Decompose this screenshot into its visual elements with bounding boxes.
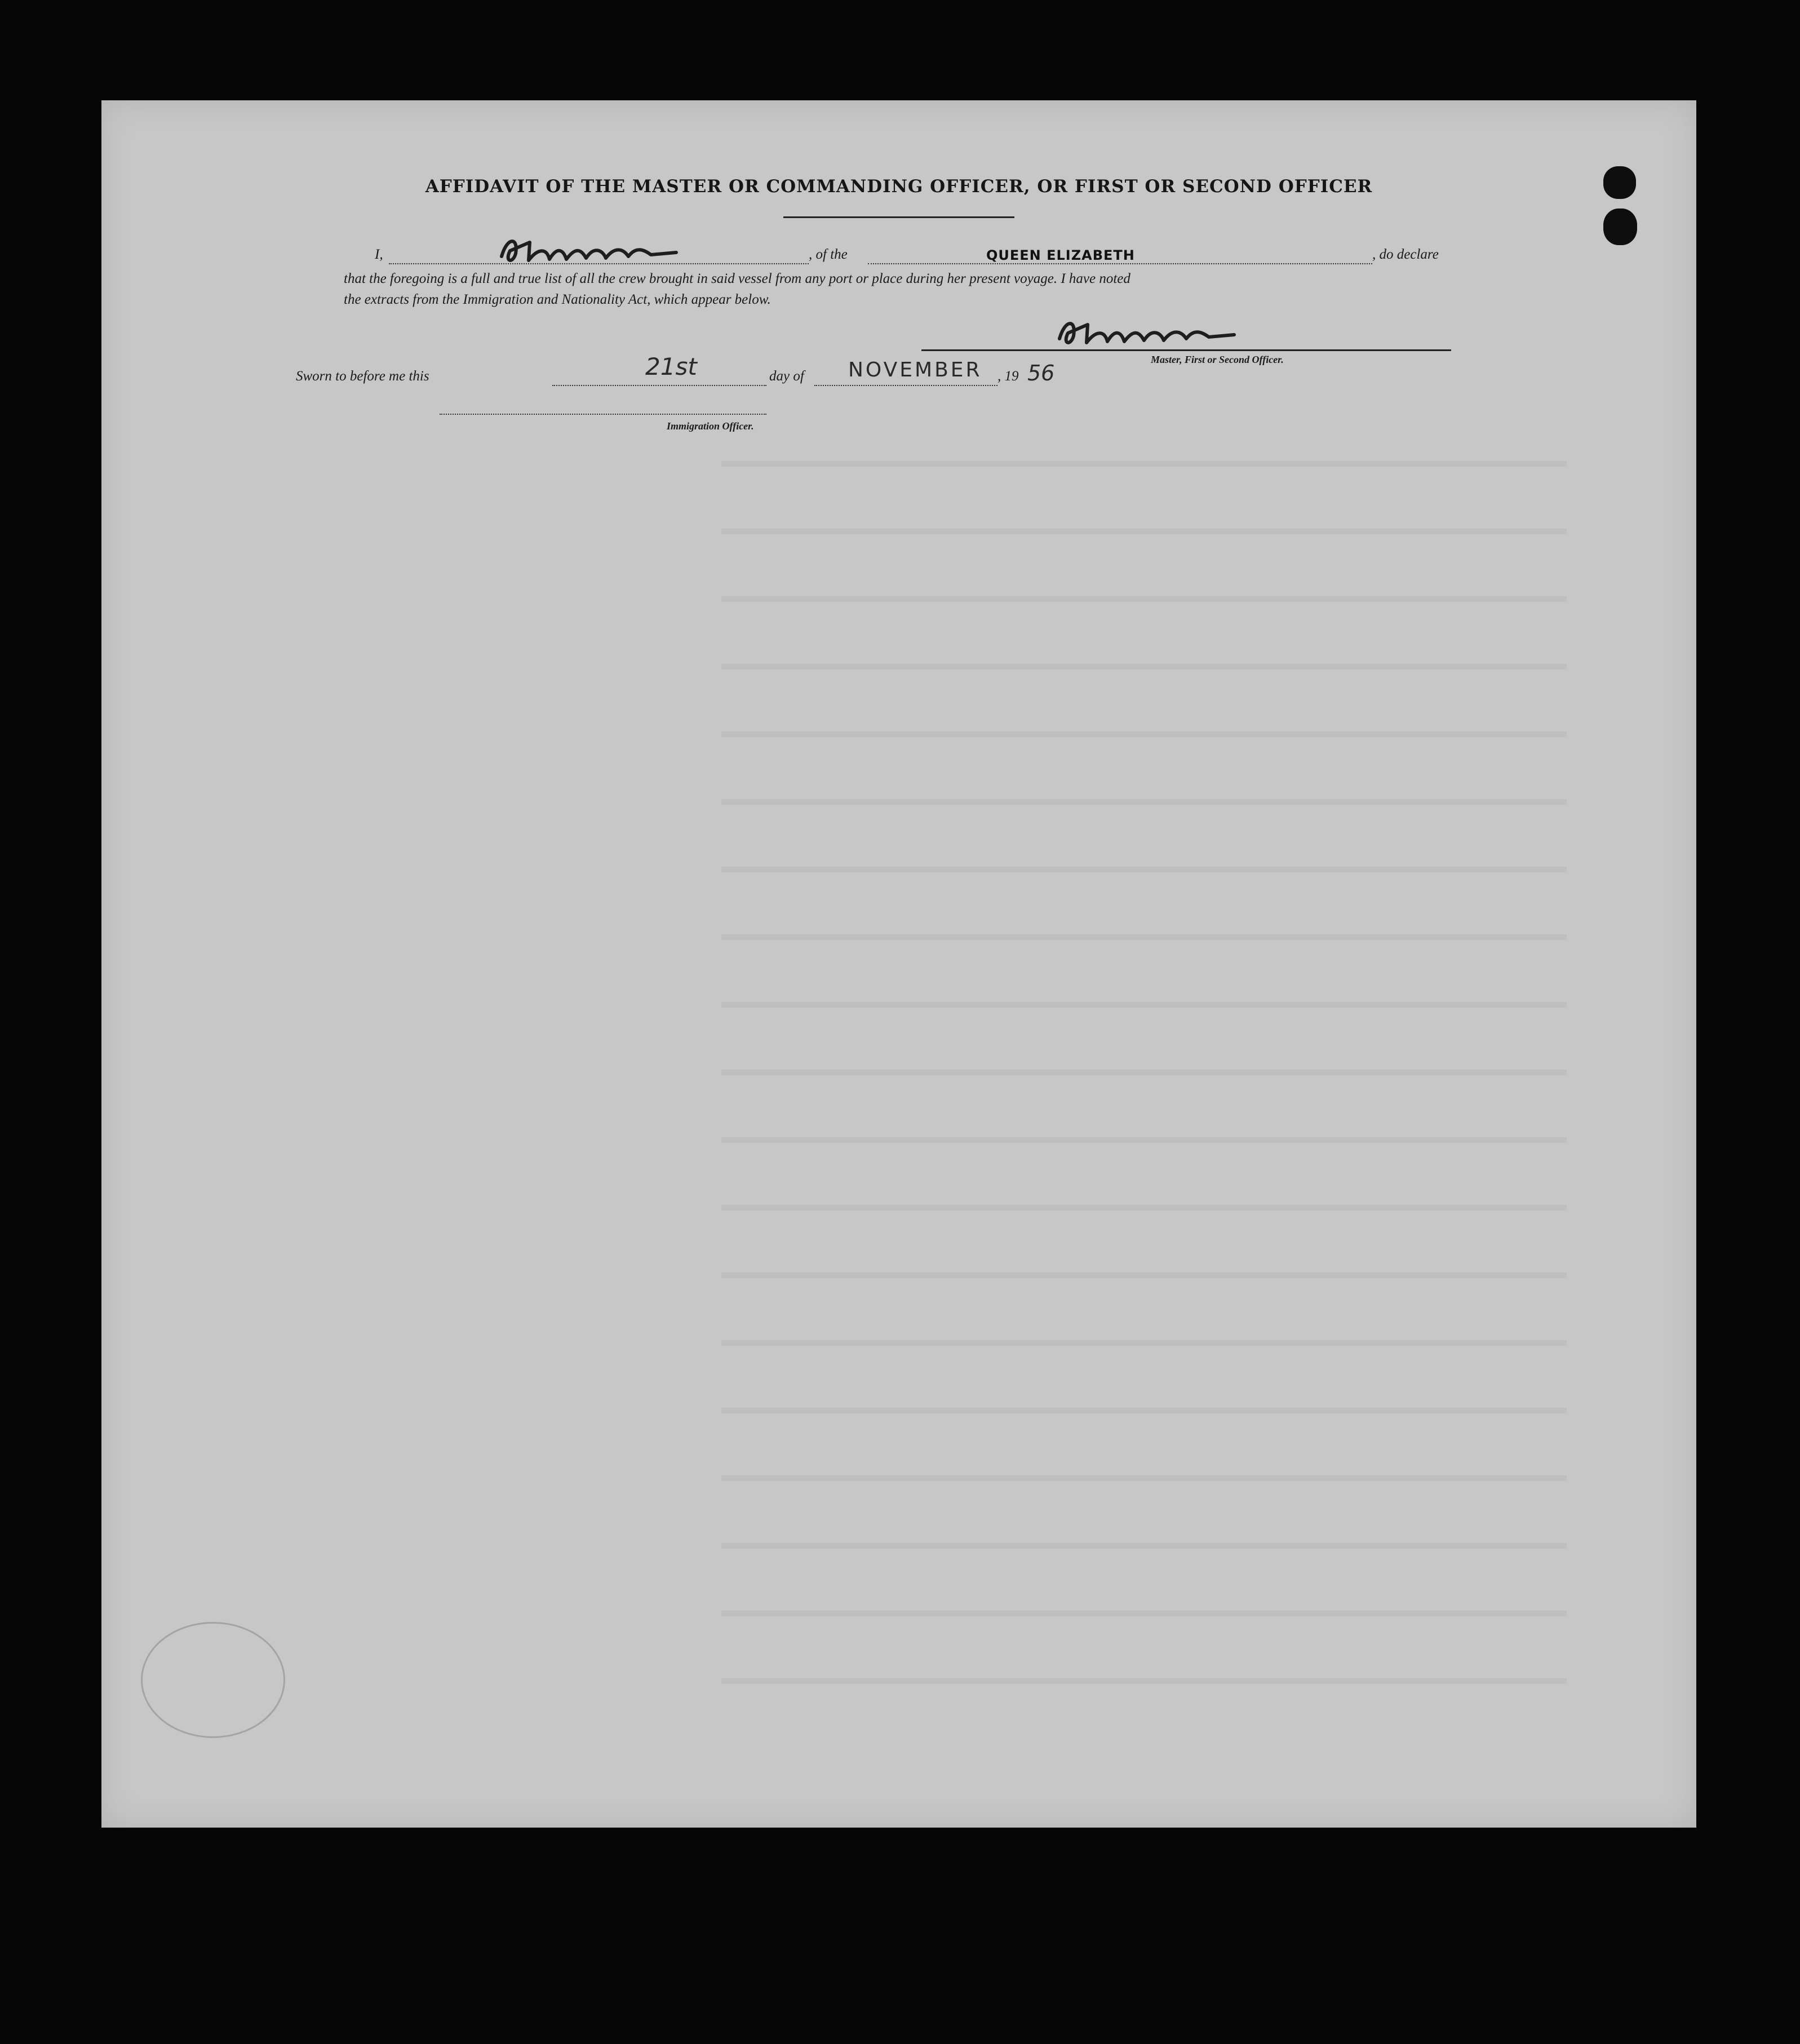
- document-page: [101, 100, 1696, 1828]
- immigration-officer-caption: Immigration Officer.: [667, 420, 754, 432]
- year-prefix: , 19: [997, 369, 1019, 384]
- ink-smudge-top: [1603, 166, 1636, 199]
- sworn-year-value: 56: [1027, 361, 1055, 385]
- immigration-officer-line: [440, 414, 766, 415]
- vessel-name: QUEEN ELIZABETH: [986, 247, 1135, 263]
- day-of-label: day of: [769, 369, 804, 384]
- master-signature-line: [921, 349, 1451, 351]
- sworn-day-line: [552, 385, 766, 386]
- sworn-label: Sworn to before me this: [296, 369, 429, 384]
- affidavit-body-line-3: the extracts from the Immigration and Nationality Act, which appear below.: [344, 292, 771, 307]
- prefix-i: I,: [375, 247, 383, 262]
- vessel-line: [868, 263, 1372, 264]
- ink-smudge-bottom: [1603, 209, 1637, 245]
- of-the-label: , of the: [809, 247, 848, 262]
- sworn-month-value: NOVEMBER: [848, 358, 982, 382]
- do-declare-label: , do declare: [1372, 247, 1439, 262]
- affidavit-body-line-2: that the foregoing is a full and true list of all the crew brought in said vessel from any port or place during her present voyage. I have noted: [344, 271, 1130, 286]
- master-signature: [1054, 313, 1240, 353]
- sworn-day-value: 21st: [645, 353, 697, 380]
- officer-signature: [496, 231, 682, 271]
- master-caption: Master, First or Second Officer.: [1151, 354, 1284, 365]
- title-underline: [783, 216, 1014, 218]
- faint-stamp: [141, 1622, 285, 1738]
- sworn-month-line: [814, 385, 997, 386]
- affidavit-title: AFFIDAVIT OF THE MASTER OR COMMANDING OFFICER, OR FIRST OR SECOND OFFICER: [425, 176, 1373, 197]
